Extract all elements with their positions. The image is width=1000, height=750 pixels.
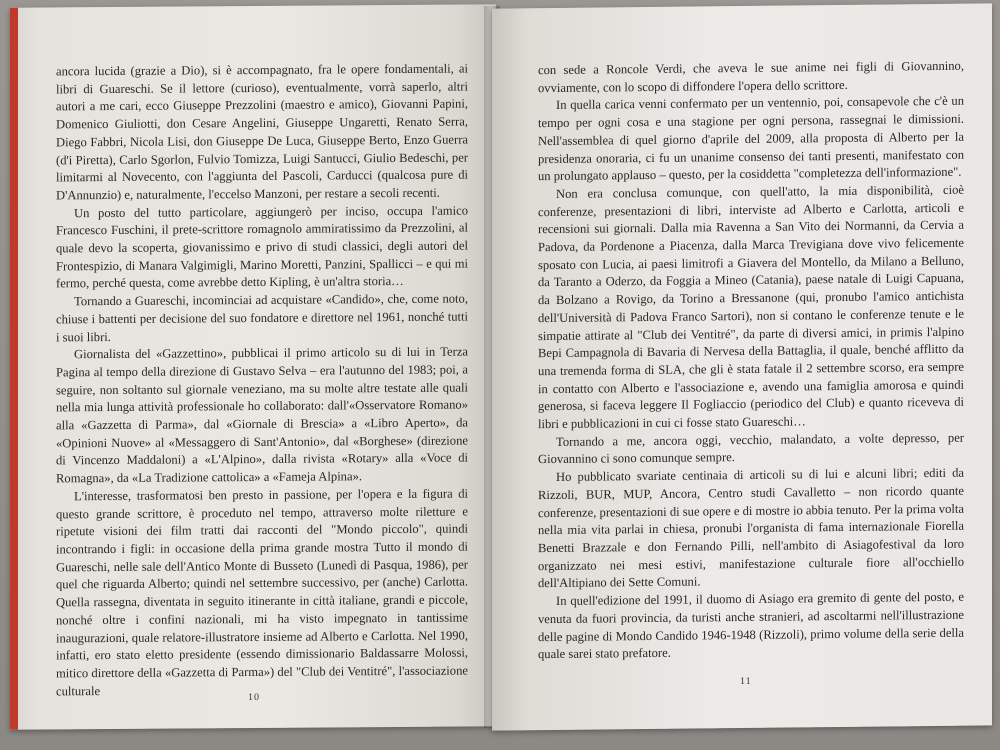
paragraph: Un posto del tutto particolare, aggiungerò per inciso, occupa l'amico Francesco Fuschini, il prete-scrittore romagnolo ammiratissimo da Prezzolini, al quale devo la scoperta, giovanissimo e privo di studi classici, degli autori del Frontespizio, di Manara Valgimigli, Marino Moretti, Panzini, Spallicci – e qui mi fermo, perché questa, come avrebbe detto Kipling, è un'altra storia… bbox=[56, 203, 468, 291]
paragraph: L'interesse, trasformatosi ben presto in passione, per l'opera e la figura di questo grande scrittore, è proceduto nel tempo, attraverso molte riletture e ripetute visioni dei film tratti dai racconti del "Mondo piccolo", quindi incontrando i figli: in occasione della prima grande mostra Tutto il mondo di Guareschi, nelle sale dell'Antico Monte di Busseto (Lunedì di Pasqua, 1986), per quel che riguarda Alberto; quindi nel settembre successivo, per (anche) Carlotta. Quella rassegna, diventata in seguito itinerante in città italiane, grandi e piccole, nonché oltre i confini nazionali, mi ha visto impegnato in tantissime inaugurazioni, quale relatore-illustratore insieme ad Alberto e Carlotta. Nel 1990, infatti, ero stato eletto presidente (essendo dimissionario Baldassarre Molossi, mitico direttore della «Gazzetta di Parma») del "Club dei Ventitré", l'associazione culturale bbox=[56, 486, 468, 698]
left-page bbox=[10, 4, 496, 729]
page-number-right: 11 bbox=[740, 675, 752, 688]
right-page-text bbox=[538, 58, 964, 664]
paragraph: con sede a Roncole Verdi, che aveva le sue anime nei figli di Giovannino, ovviamente, con lo scopo di diffondere l'opera dello scrittore. bbox=[538, 58, 964, 95]
paragraph: Tornando a me, ancora oggi, vecchio, malandato, a volte depresso, per Giovannino ci sono comunque sempre. bbox=[538, 430, 964, 467]
left-page-text bbox=[56, 60, 468, 700]
paragraph: In quell'edizione del 1991, il duomo di Asiago era gremito di gente del posto, e venuta da fuori provincia, da turisti anche stranieri, ad ascoltarmi nell'illustrazione delle pagine di Mondo Candido 1946-1948 (Rizzoli), primo volume della serie della quale sarei stato prefatore. bbox=[538, 589, 964, 662]
paragraph: Tornando a Guareschi, incominciai ad acquistare «Candido», che, come noto, chiuse i battenti per decisione del suo fondatore e direttore nel 1961, nonché tutti i suoi libri. bbox=[56, 291, 468, 344]
paragraph: Ho pubblicato svariate centinaia di articoli su di lui e alcuni libri; editi da Rizzoli, BUR, MUP, Ancora, Centro studi Cavalletto – non ricordo quante conferenze, presentazioni di sue opere e di mostre io abbia tenuto. Per la prima volta nella mia vita parlai in chiesa, pronubi l'organista di fama internazionale Fiorella Benetti Brazzale e don Fernando Pilli, nell'ambito di Asiagofestival da loro organizzato nei mesi estivi, manifestazione culturale fiore all'occhiello dell'Altipiano dei Sette Comuni. bbox=[538, 465, 964, 591]
page-number-left: 10 bbox=[248, 691, 260, 704]
paragraph: ancora lucida (grazie a Dio), si è accompagnato, fra le opere fondamentali, ai libri di Guareschi. Se il lettore (curioso), eventualmente, vorrà saperlo, altri autori a me cari, ecco Giuseppe Prezzolini (maestro e amico), Giovanni Papini, Domenico Giuliotti, don Cesare Angelini, Giuseppe Ungaretti, Renato Serra, Diego Fabbri, Nicola Lisi, don Giuseppe De Luca, Giuseppe Berto, Enzo Guerra (d'i Piretta), Carlo Sgorlon, Fulvio Tomizza, Luigi Santucci, Giulio Bedeschi, per limitarmi al Novecento, con l'aggiunta del Pascoli, Carducci (qualcosa pure di D'Annunzio) e, naturalmente, l'eccelso Manzoni, per restare a secoli recenti. bbox=[56, 61, 468, 203]
paragraph: Non era conclusa comunque, con quell'atto, la mia disponibilità, cioè conferenze, presentazioni di libri, interviste ad Alberto e Carlotta, articoli e recensioni sui giornali. Dalla mia Ravenna a San Vito dei Normanni, da Cervia a Padova, da Pordenone a Piacenza, dalla Marca Trevigiana dove vivo felicemente sposato con Lucia, ai paesi limitrofi a Giavera del Montello, da Milano a Belluno, da Taranto a Oderzo, da Foggia a Mineo (Catania), paese natale di Luigi Capuana, da Bolzano a Rovigo, da Torino a Bressanone (qui, pronubo l'amico antichista dell'Università di Padova Franco Sartori), non si contano le conferenze tenute e le simpatie attirate al "Club dei Ventitré", da parte di diversi amici, in primis l'alpino Bepi Campagnola di Bavaria di Nervesa della Battaglia, il quale, benché afflitto da una tremenda forma di SLA, che gli è stata fatale il 2 settembre scorso, era sempre in contatto con Alberto e l'associazione e, avendo una famiglia amorosa e quindi generosa, si faceva leggere Il Fogliaccio (periodico del Club) e quanto riceveva di libri e pubblicazioni in cui ci fosse stato Guareschi… bbox=[538, 182, 964, 432]
right-page bbox=[492, 3, 992, 730]
paragraph: Giornalista del «Gazzettino», pubblicai il primo articolo su di lui in Terza Pagina al tempo della direzione di Gustavo Selva – era l'autunno del 1983; poi, a seguire, non soltanto sul giornale veneziano, ma su molte altre testate alle quali nella mia lunga attività professionale ho collaborato: dall'«Osservatore Romano» alla «Gazzetta di Parma», dal «Giornale di Brescia» a «Libro Aperto», da «Opinioni Nuove» al «Messaggero di Sant'Antonio», dal «Borghese» (direzione di Vincenzo Maddaloni) a «L'Alpino», dalla rivista «Rotary» alla «Voce di Romagna», da «La Tradizione cattolica» a «Fameja Alpina». bbox=[56, 344, 468, 486]
paragraph: In quella carica venni confermato per un ventennio, poi, consapevole che c'è un tempo per ogni cosa e una stagione per ogni persona, rassegnai le dimissioni. Nell'assemblea di quel giorno d'aprile del 2009, alla proposta di Alberto per la presidenza onoraria, ci fu un unanime consenso dei tanti presenti, manifestato con un prolungato applauso – questo, per la cosiddetta "completezza dell'informazione". bbox=[538, 94, 964, 184]
